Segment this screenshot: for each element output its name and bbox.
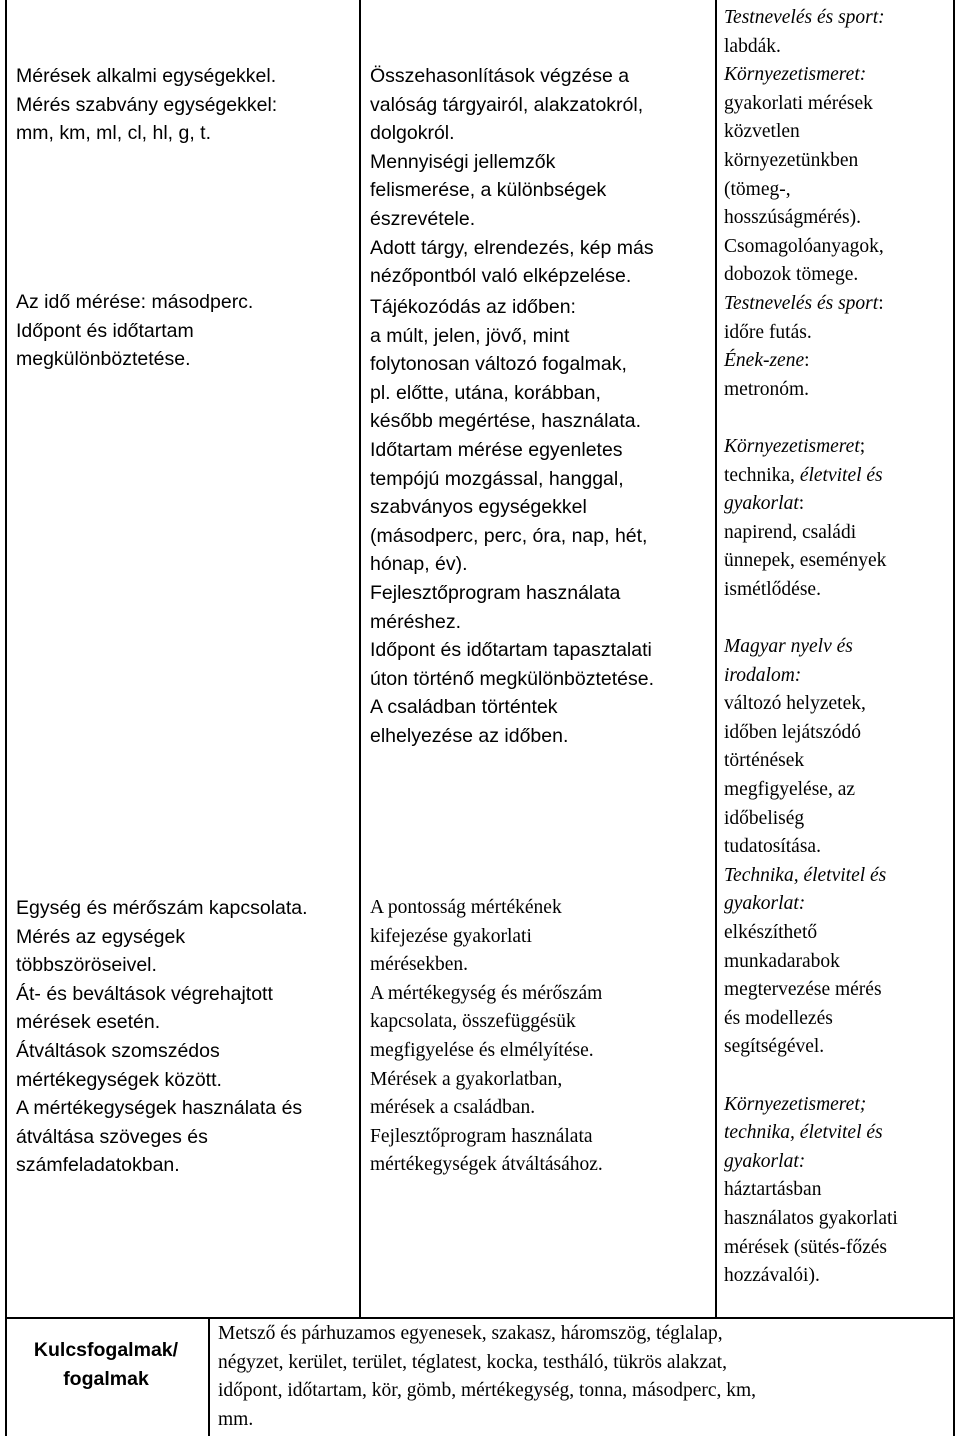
- text-line: számfeladatokban.: [16, 1154, 180, 1177]
- text-line: Fejlesztőprogram használata: [370, 581, 621, 604]
- text-line: időre futás.: [724, 321, 812, 343]
- text-line: átváltása szöveges és: [16, 1125, 208, 1148]
- text-line: (tömeg-,: [724, 178, 791, 200]
- punctuation: :: [798, 493, 805, 515]
- subject-label: gyakorlat: [724, 493, 799, 515]
- text-line: Időpont és időtartam tapasztalati: [370, 639, 652, 662]
- subject-label-line: [724, 433, 898, 462]
- text-line: hozzávalói).: [724, 1265, 820, 1287]
- text-line: Mérések alkalmi egységekkel.: [16, 65, 277, 87]
- subject-label: Környezetismeret:: [724, 64, 867, 86]
- text-line: Fejlesztőprogram használata: [370, 1125, 593, 1147]
- subject-label: Technika, életvitel és: [724, 864, 887, 886]
- text-line: dolgokról.: [370, 122, 455, 145]
- key-concepts-label: [8, 1322, 204, 1393]
- subject-label: gyakorlat:: [724, 1150, 806, 1172]
- text-line: többszöröseivel.: [16, 954, 157, 977]
- subject-label: Testnevelés és sport:: [724, 7, 885, 28]
- text-line: felismerése, a különbségek: [370, 179, 607, 202]
- text-line: használatos gyakorlati: [724, 1207, 898, 1229]
- text-line: mérések esetén.: [16, 1011, 161, 1034]
- text-line: Az idő mérése: másodperc.: [16, 291, 254, 313]
- subject-label: Környezetismeret;: [724, 1093, 867, 1115]
- text-line: Időtartam mérése egyenletes: [370, 438, 623, 461]
- text-line: mérésekben.: [370, 954, 468, 976]
- text-line: szabványos egységekkel: [370, 496, 587, 519]
- column-divider-1: [359, 0, 361, 1318]
- column-divider-2: [715, 0, 717, 1318]
- col3-text: [724, 4, 898, 1291]
- text-line: (másodperc, perc, óra, nap, hét,: [370, 524, 648, 547]
- spacer: [724, 604, 898, 633]
- text-line: a múlt, jelen, jövő, mint: [370, 324, 570, 347]
- subject-label-line: [724, 347, 898, 376]
- text-line: mértékegységek átváltásához.: [370, 1154, 603, 1176]
- col2-block2: [370, 293, 654, 751]
- text-line: megkülönböztetése.: [16, 348, 191, 371]
- text-line: változó helyzetek,: [724, 693, 866, 715]
- key-label-divider: [208, 1317, 210, 1436]
- text-line: ünnepek, események: [724, 550, 887, 572]
- subject-label-part: technika,: [724, 464, 800, 486]
- text-line: környezetünkben: [724, 149, 859, 171]
- punctuation: ;: [859, 435, 866, 457]
- punctuation: :: [804, 350, 810, 372]
- text-line: dobozok tömege.: [724, 264, 859, 286]
- col2-block1: [370, 62, 654, 291]
- text-line: tempójú mozgással, hanggal,: [370, 467, 624, 490]
- text-line: Átváltások szomszédos: [16, 1039, 220, 1062]
- text-line: időbeliség: [724, 807, 805, 829]
- col2-block3: [370, 894, 603, 1180]
- text-line: Mérések a gyakorlatban,: [370, 1068, 563, 1090]
- subject-label: életvitel és: [799, 464, 883, 486]
- text-line: észrevétele.: [370, 207, 476, 230]
- text-line: közvetlen: [724, 121, 800, 143]
- text-line: A mértékegység és mérőszám: [370, 982, 603, 1004]
- text-line: megfigyelése, az: [724, 779, 856, 801]
- punctuation: :: [878, 292, 884, 314]
- text-line: Egység és mérőszám kapcsolata.: [16, 897, 308, 919]
- table-border-right: [953, 0, 955, 1436]
- text-line: kifejezése gyakorlati: [370, 925, 532, 947]
- text-line: méréshez.: [370, 610, 462, 633]
- text-line: folytonosan változó fogalmak,: [370, 353, 627, 376]
- text-line: történések: [724, 750, 805, 772]
- text-line: hosszúságmérés).: [724, 207, 862, 229]
- text-line: elhelyezése az időben.: [370, 724, 569, 747]
- text-line: munkadarabok: [724, 950, 840, 972]
- key-concepts-label-line: fogalmak: [63, 1367, 149, 1390]
- text-line: időpont, időtartam, kör, gömb, mértékegység, tonna, másodperc, km,: [218, 1380, 757, 1402]
- text-line: megtervezése mérés: [724, 979, 882, 1001]
- text-line: Tájékozódás az időben:: [370, 296, 576, 318]
- text-line: mérések (sütés-főzés: [724, 1236, 887, 1258]
- text-line: időben lejátszódó: [724, 721, 862, 743]
- subject-label-line: [724, 462, 898, 491]
- subject-label: Magyar nyelv és: [724, 636, 853, 658]
- spacer: [724, 1062, 898, 1091]
- subject-label: technika, életvitel és: [724, 1122, 883, 1144]
- text-line: napirend, családi: [724, 521, 857, 543]
- subject-label-line: [724, 290, 898, 319]
- subject-label: Ének-zene: [724, 350, 805, 372]
- text-line: négyzet, kerület, terület, téglatest, kocka, testháló, tükrös alakzat,: [218, 1351, 727, 1373]
- text-line: Mérés az egységek: [16, 925, 186, 948]
- text-line: pl. előtte, utána, korábban,: [370, 381, 601, 404]
- col1-block1: [16, 62, 277, 148]
- text-line: Mérés szabvány egységekkel:: [16, 93, 278, 116]
- text-line: később megértése, használata.: [370, 410, 642, 433]
- text-line: Adott tárgy, elrendezés, kép más: [370, 236, 654, 259]
- text-line: nézőpontból való elképzelése.: [370, 265, 632, 288]
- text-line: elkészíthető: [724, 922, 818, 943]
- text-line: Időpont és időtartam: [16, 319, 194, 342]
- text-line: segítségével.: [724, 1036, 825, 1058]
- key-row-top-border: [5, 1317, 955, 1319]
- text-line: gyakorlati mérések: [724, 92, 873, 114]
- spacer: [724, 404, 898, 433]
- subject-label: gyakorlat:: [724, 893, 806, 915]
- subject-label: Környezetismeret: [724, 435, 860, 457]
- text-line: mértékegységek között.: [16, 1068, 222, 1091]
- subject-label-line: [724, 490, 898, 519]
- text-line: Összehasonlítások végzése a: [370, 65, 630, 87]
- text-line: háztartásban: [724, 1179, 822, 1201]
- text-line: kapcsolata, összefüggésük: [370, 1011, 576, 1033]
- text-line: megfigyelése és elmélyítése.: [370, 1039, 594, 1061]
- text-line: A mértékegységek használata és: [16, 1097, 303, 1120]
- col1-block3: [16, 894, 308, 1180]
- text-line: Metsző és párhuzamos egyenesek, szakasz, háromszög, téglalap,: [218, 1323, 723, 1344]
- text-line: mm.: [218, 1408, 254, 1430]
- text-line: A pontosság mértékének: [370, 897, 562, 918]
- col1-block2: [16, 288, 253, 374]
- table-border-left: [5, 0, 7, 1436]
- text-line: labdák.: [724, 35, 781, 57]
- text-line: Mennyiségi jellemzők: [370, 150, 556, 173]
- text-line: tudatosítása.: [724, 836, 821, 858]
- text-line: mm, km, ml, cl, hl, g, t.: [16, 122, 212, 145]
- subject-label: irodalom:: [724, 664, 802, 686]
- text-line: A családban történtek: [370, 696, 558, 719]
- key-concepts-label-line: Kulcsfogalmak/: [33, 1339, 179, 1361]
- text-line: úton történő megkülönböztetése.: [370, 667, 655, 690]
- key-concepts-list: [218, 1320, 938, 1434]
- text-line: hónap, év).: [370, 553, 468, 576]
- text-line: valóság tárgyairól, alakzatokról,: [370, 93, 644, 116]
- subject-label: Testnevelés és sport: [724, 292, 879, 314]
- text-line: Csomagolóanyagok,: [724, 235, 884, 257]
- text-line: és modellezés: [724, 1007, 833, 1029]
- text-line: metronóm.: [724, 378, 810, 400]
- text-line: Át- és beváltások végrehajtott: [16, 982, 273, 1005]
- text-line: mérések a családban.: [370, 1097, 536, 1119]
- text-line: ismétlődése.: [724, 578, 821, 600]
